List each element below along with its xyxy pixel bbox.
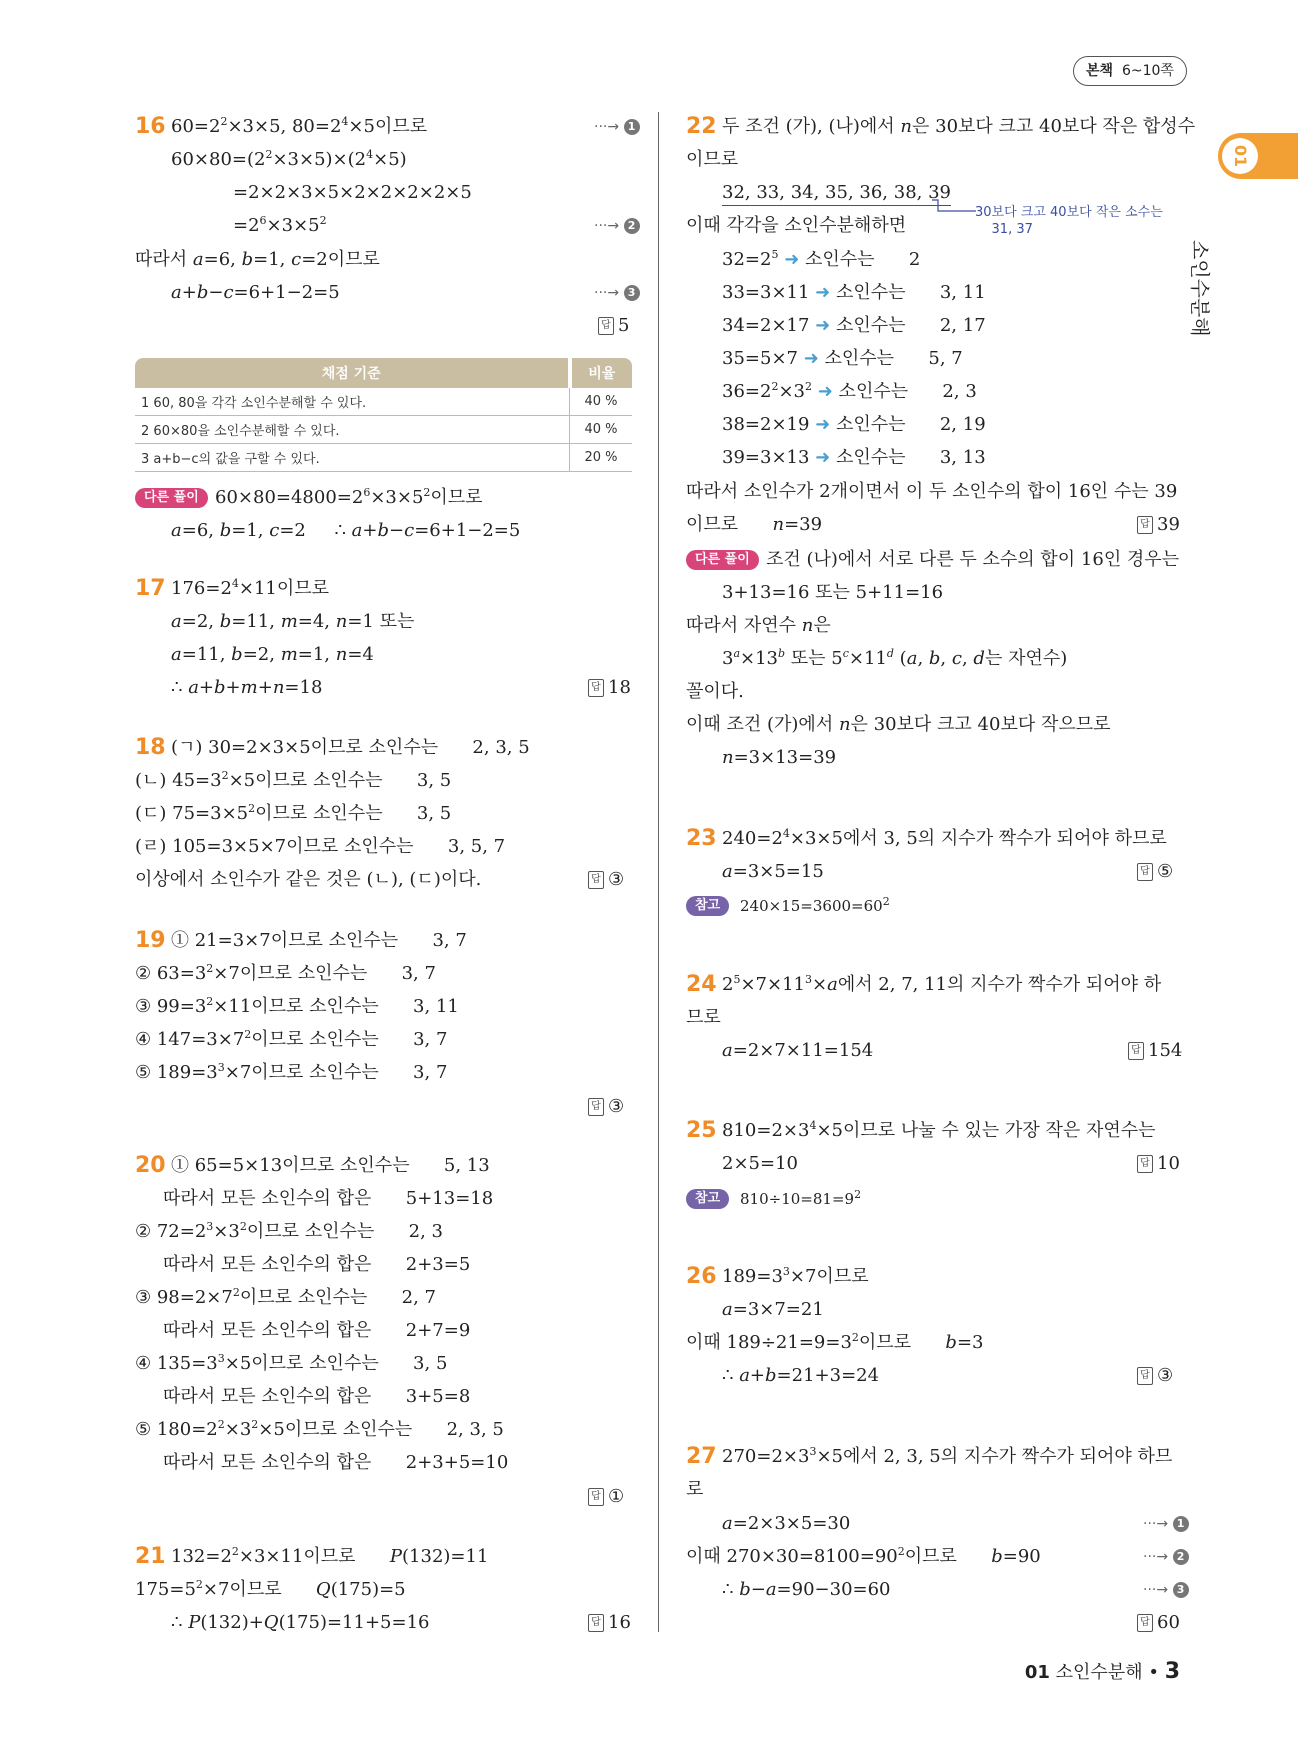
- table-row: [135, 416, 632, 444]
- problem-number: 19: [135, 928, 166, 953]
- solution-line: $3^a\times 13^b$ 또는 $5^c\times 11^d$ (a, b, c, d는 자연수): [722, 647, 1068, 669]
- scoring-ratio: 40 %: [570, 416, 633, 444]
- solution-line: $=2^6\times 3\times 5^2$: [233, 214, 327, 236]
- chapter-side-label: 소인수분해: [1188, 240, 1212, 337]
- answer-icon: 답: [1137, 1367, 1153, 1385]
- answer-icon: 답: [1137, 863, 1153, 881]
- problem-number: 24: [686, 972, 717, 997]
- solution-line: ② $63=3^2\times 7$이므로 소인수는 3, 7: [135, 962, 436, 984]
- problem-number: 25: [686, 1118, 717, 1143]
- scoring-criterion: 1 60, 80을 각각 소인수분해할 수 있다.: [135, 388, 570, 416]
- solution-line: ③ $98=2\times 7^2$이므로 소인수는 2, 7: [135, 1286, 436, 1308]
- problem-number: 27: [686, 1444, 717, 1469]
- answer: 답 39: [1137, 513, 1180, 537]
- scoring-header-ratio: 비율: [570, 358, 633, 388]
- solution-line: 따라서 소인수가 2개이면서 이 두 소인수의 합이 16인 수는 39: [686, 481, 1178, 502]
- solution-line: ④ $135=3^3\times 5$이므로 소인수는 3, 5: [135, 1352, 448, 1374]
- problem-number: 16: [135, 114, 166, 139]
- scoring-criterion: 2 60×80을 소인수분해할 수 있다.: [135, 416, 570, 444]
- problem-number: 26: [686, 1264, 717, 1289]
- solution-line: ⑤ $189=3^3\times 7$이므로 소인수는 3, 7: [135, 1061, 448, 1083]
- solution-line: a=2, b=11, m=4, n=1 또는: [171, 611, 415, 632]
- note-connector: [930, 198, 976, 218]
- step-marker: ···→ 3: [1143, 1578, 1189, 1602]
- answer-icon: 답: [588, 1614, 604, 1632]
- solution-line: 이때 $270\times 30=8100=90^2$이므로 b=90: [686, 1545, 1041, 1567]
- solution-line: a+b−c=6+1−2=5: [171, 282, 340, 303]
- solution-line: 이때 $189\div 21=9=3^2$이므로 b=3: [686, 1331, 984, 1353]
- step-marker: ···→ 1: [594, 115, 640, 139]
- solution-line: 이상에서 소인수가 같은 것은 (ㄴ), (ㄷ)이다.: [135, 869, 482, 890]
- answer-icon: 답: [588, 1488, 604, 1506]
- answer-icon: 답: [1137, 1155, 1153, 1173]
- solution-line: 이므로: [686, 149, 739, 170]
- side-note: 30보다 크고 40보다 작은 소수는 31, 37: [975, 205, 1163, 237]
- solution-line: (ㄱ) 30=2×3×5이므로 소인수는 2, 3, 5: [171, 737, 530, 758]
- solution-line: ② $72=2^3\times 3^2$이므로 소인수는 2, 3: [135, 1220, 443, 1242]
- solution-line: $36=2^2\times 3^2$ ➜ 소인수는 2, 3: [722, 380, 977, 402]
- step-marker: ···→ 2: [594, 214, 640, 238]
- column-divider: [658, 112, 659, 1632]
- table-row: [135, 388, 632, 416]
- solution-line: $60=2^2\times 3\times 5$, $80=2^4\times 5$이므로: [171, 115, 428, 137]
- solution-line: $240=2^4\times 3\times 5$에서 3, 5의 지수가 짝수가 되어야 하므로: [722, 827, 1167, 849]
- solution-line: 두 조건 (가), (나)에서 n은 30보다 크고 40보다 작은 합성수: [722, 116, 1196, 137]
- reference-tag: 참고: [686, 896, 729, 916]
- step-marker: ···→ 2: [1143, 1545, 1189, 1569]
- solution-line: 따라서 모든 소인수의 합은 2+3+5=10: [163, 1452, 509, 1473]
- solution-line: ⑤ $180=2^2\times 3^2\times 5$이므로 소인수는 2, 3, 5: [135, 1418, 504, 1440]
- solution-line: 35=5×7 ➜ 소인수는 5, 7: [722, 348, 963, 369]
- other-solution-tag: 다른 풀이: [135, 488, 208, 508]
- answer-icon: 답: [1137, 516, 1153, 534]
- solution-line: $175=5^2\times 7$이므로 Q(175)=5: [135, 1578, 406, 1600]
- solution-line: 33=3×11 ➜ 소인수는 3, 11: [722, 282, 986, 303]
- solution-line: 이므로 n=39: [686, 514, 823, 535]
- solution-line: 따라서 자연수 n은: [686, 615, 831, 636]
- answer-icon: 답: [598, 317, 614, 335]
- solution-line: 2×5=10: [722, 1153, 798, 1174]
- answer: 답 ③: [1137, 1364, 1173, 1388]
- page-footer: 01 소인수분해 • 3: [1024, 1659, 1180, 1684]
- answer: 답 154: [1128, 1039, 1182, 1063]
- solution-line: 3+13=16 또는 5+11=16: [722, 582, 944, 603]
- solution-line: (ㄴ) $45=3^2\times 5$이므로 소인수는 3, 5: [135, 769, 452, 791]
- solution-line: $176=2^4\times 11$이므로: [171, 577, 330, 599]
- solution-line: $240\times 15=3600=60^2$: [740, 895, 890, 915]
- problem-number: 23: [686, 826, 717, 851]
- solution-line: $32=2^5$ ➜ 소인수는 2: [722, 248, 921, 270]
- answer: 답 ③: [588, 868, 624, 892]
- answer-icon: 답: [588, 1098, 604, 1116]
- other-solution-tag: 다른 풀이: [686, 550, 759, 570]
- scoring-table: [135, 358, 632, 472]
- solution-line: ④ $147=3\times 7^2$이므로 소인수는 3, 7: [135, 1028, 448, 1050]
- solution-line: (ㄷ) $75=3\times 5^2$이므로 소인수는 3, 5: [135, 802, 452, 824]
- step-marker: ···→ 1: [1143, 1512, 1189, 1536]
- solution-line: a=3×5=15: [722, 861, 824, 882]
- answer: 답 60: [1137, 1611, 1180, 1635]
- solution-line: 34=2×17 ➜ 소인수는 2, 17: [722, 315, 986, 336]
- solution-line: a=11, b=2, m=1, n=4: [171, 644, 374, 665]
- scoring-ratio: 40 %: [570, 388, 633, 416]
- solution-line: n=3×13=39: [722, 747, 837, 768]
- solution-line: ∴ b−a=90−30=60: [722, 1579, 891, 1600]
- answer: 답 10: [1137, 1152, 1180, 1176]
- solution-line: $810=2\times 3^4\times 5$이므로 나눌 수 있는 가장 작은 자연수는: [722, 1119, 1156, 1141]
- answer-icon: 답: [588, 679, 604, 697]
- solution-line: $189=3^3\times 7$이므로: [722, 1265, 869, 1287]
- solution-line: 38=2×19 ➜ 소인수는 2, 19: [722, 414, 986, 435]
- solution-line: $132=2^2\times 3\times 11$이므로 P(132)=11: [171, 1545, 489, 1567]
- solution-line: $810\div 10=81=9^2$: [740, 1188, 862, 1208]
- answer: 답 5: [598, 314, 629, 338]
- solution-line: 므로: [686, 1007, 721, 1028]
- solution-line: a=2×3×5=30: [722, 1513, 851, 1534]
- chapter-number-badge: 01: [1222, 138, 1258, 174]
- solution-line: $2^5\times 7\times 11^3\times a$에서 2, 7, 11의 지수가 짝수가 되어야 하: [722, 973, 1162, 995]
- solution-line: $60\times 80=(2^2\times 3\times 5)\times(2^4\times 5)$: [171, 148, 407, 170]
- solution-line: ∴ P(132)+Q(175)=11+5=16: [171, 1612, 430, 1633]
- answer: 답 ①: [588, 1485, 624, 1509]
- problem-number: 17: [135, 576, 166, 601]
- reference-tag: 참고: [686, 1189, 729, 1209]
- problem-number: 20: [135, 1153, 166, 1178]
- problem-number: 18: [135, 735, 166, 760]
- page-number: 3: [1164, 1659, 1180, 1684]
- solution-line: 32, 33, 34, 35, 36, 38, 39: [722, 181, 951, 206]
- problem-number: 22: [686, 114, 717, 139]
- scoring-criterion: 3 a+b−c의 값을 구할 수 있다.: [135, 444, 570, 472]
- solution-line: ③ $99=3^2\times 11$이므로 소인수는 3, 11: [135, 995, 459, 1017]
- solution-line: 따라서 모든 소인수의 합은 5+13=18: [163, 1188, 494, 1209]
- solution-line: 이때 조건 (가)에서 n은 30보다 크고 40보다 작으므로: [686, 714, 1111, 735]
- answer: 답 18: [588, 676, 631, 700]
- step-marker: ···→ 3: [594, 281, 640, 305]
- solution-line: 로: [686, 1479, 704, 1500]
- solution-line: (ㄹ) 105=3×5×7이므로 소인수는 3, 5, 7: [135, 836, 506, 857]
- solution-line: ∴ a+b=21+3=24: [722, 1365, 880, 1386]
- solution-line: ① 65=5×13이므로 소인수는 5, 13: [171, 1155, 490, 1176]
- solution-line: 따라서 모든 소인수의 합은 2+3=5: [163, 1254, 471, 1275]
- solution-line: $60\times 80=4800=2^6\times 3\times 5^2$이므로: [215, 486, 483, 508]
- table-row: [135, 444, 632, 472]
- answer: 답 ⑤: [1137, 860, 1173, 884]
- answer: 답 ③: [588, 1095, 624, 1119]
- answer: 답 16: [588, 1611, 631, 1635]
- solution-line: 조건 (나)에서 서로 다른 두 소수의 합이 16인 경우는: [766, 549, 1180, 570]
- scoring-ratio: 20 %: [570, 444, 633, 472]
- solution-line: 꼴이다.: [686, 681, 744, 702]
- solution-line: 이때 각각을 소인수분해하면: [686, 215, 907, 236]
- solution-line: a=6, b=1, c=2 ∴ a+b−c=6+1−2=5: [171, 520, 521, 541]
- answer-icon: 답: [1128, 1042, 1144, 1060]
- solution-line: a=2×7×11=154: [722, 1040, 874, 1061]
- answer-icon: 답: [588, 871, 604, 889]
- solution-line: a=3×7=21: [722, 1299, 824, 1320]
- solution-line: ∴ a+b+m+n=18: [171, 677, 323, 698]
- solution-line: 따라서 모든 소인수의 합은 3+5=8: [163, 1386, 471, 1407]
- page-reference-badge: 본책 6~10쪽: [1073, 56, 1187, 86]
- solution-line: =2×2×3×5×2×2×2×2×5: [233, 182, 472, 203]
- problem-number: 21: [135, 1544, 166, 1569]
- solution-line: 따라서 모든 소인수의 합은 2+7=9: [163, 1320, 471, 1341]
- solution-line: 39=3×13 ➜ 소인수는 3, 13: [722, 447, 986, 468]
- solution-line: 따라서 a=6, b=1, c=2이므로: [135, 249, 380, 270]
- solution-line: ① 21=3×7이므로 소인수는 3, 7: [171, 930, 467, 951]
- answer-icon: 답: [1137, 1614, 1153, 1632]
- solution-line: $270=2\times 3^3\times 5$에서 2, 3, 5의 지수가 짝수가 되어야 하므: [722, 1445, 1173, 1467]
- scoring-header-criteria: 채점 기준: [135, 358, 570, 388]
